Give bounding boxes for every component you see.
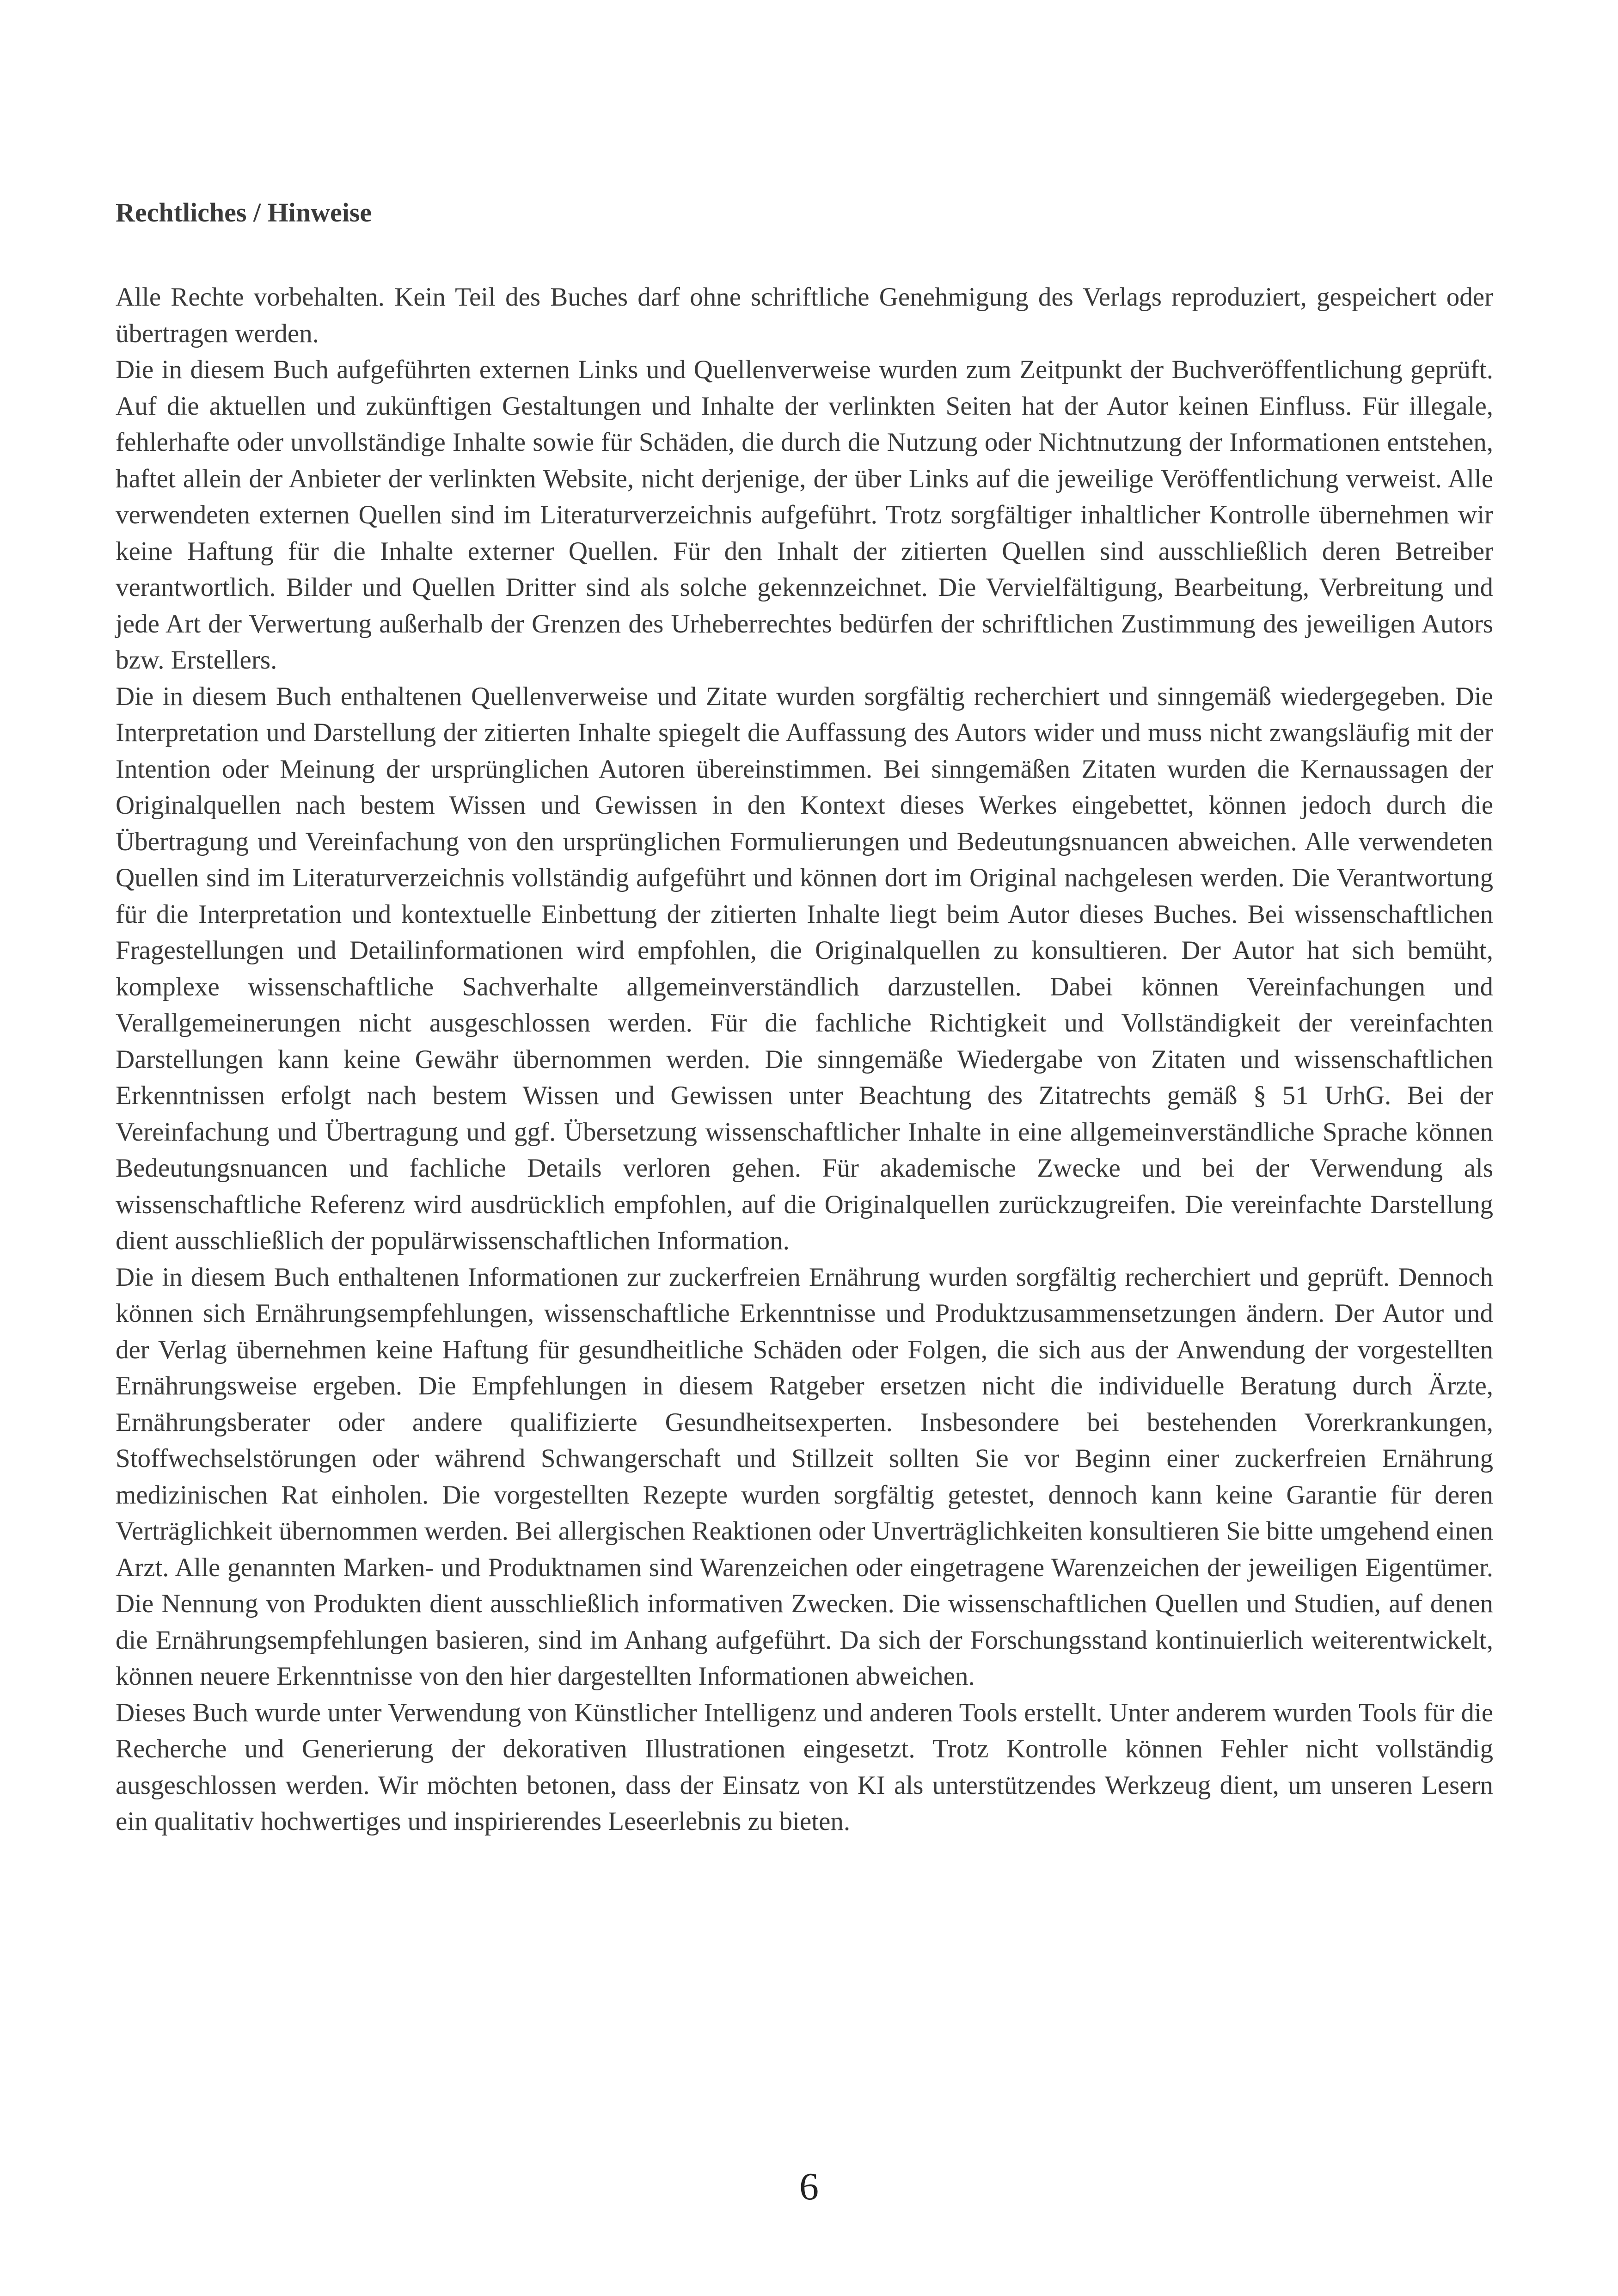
- paragraph-ai-notice: Dieses Buch wurde unter Verwendung von Künstlicher Intelligenz und anderen Tools erstellt. Unter anderem wurden Tools für die Recherche und Generierung der dekorativen Illustrationen eingesetzt. Trotz Kontrolle können Fehler nicht vollständig ausgeschlossen werden. Wir möchten betonen, dass der Einsatz von KI als unterstützendes Werkzeug dient, um unseren Lesern ein qualitativ hochwertiges und inspirierendes Leseerlebnis zu bieten.: [116, 1698, 1493, 1836]
- page-content: [116, 194, 1493, 1840]
- paragraph-citations: Die in diesem Buch enthaltenen Quellenverweise und Zitate wurden sorgfältig recherchiert und sinngemäß wiedergegeben. Die Interpretation und Darstellung der zitierten Inhalte spiegelt die Auffassung des Autors wider und muss nicht zwangsläufig mit der Intention oder Meinung der ursprünglichen Autoren übereinstimmen. Bei sinngemäßen Zitaten wurden die Kernaussagen der Originalquellen nach bestem Wissen und Gewissen in den Kontext dieses Werkes eingebettet, können jedoch durch die Übertragung und Vereinfachung von den ursprünglichen Formulierungen und Bedeutungsnuancen abweichen. Alle verwendeten Quellen sind im Literaturverzeichnis vollständig aufgeführt und können dort im Original nachgelesen werden. Die Verantwortung für die Interpretation und kontextuelle Einbettung der zitierten Inhalte liegt beim Autor dieses Buches. Bei wissenschaftlichen Fragestellungen und Detailinformationen wird empfohlen, die Originalquellen zu konsultieren. Der Autor hat sich bemüht, komplexe wissenschaftliche Sachverhalte allgemeinverständlich darzustellen. Dabei können Vereinfachungen und Verallgemeinerungen nicht ausgeschlossen werden. Für die fachliche Richtigkeit und Vollständigkeit der vereinfachten Darstellungen kann keine Gewähr übernommen werden. Die sinngemäße Wiedergabe von Zitaten und wissenschaftlichen Erkenntnissen erfolgt nach bestem Wissen und Gewissen unter Beachtung des Zitatrechts gemäß § 51 UrhG. Bei der Vereinfachung und Übertragung und ggf. Übersetzung wissenschaftlicher Inhalte in eine allgemeinverständliche Sprache können Bedeutungsnuancen und fachliche Details verloren gehen. Für akademische Zwecke und bei der Verwendung als wissenschaftliche Referenz wird ausdrücklich empfohlen, auf die Originalquellen zurückzugreifen. Die vereinfachte Darstellung dient ausschließlich der populärwissenschaftlichen Information.: [116, 681, 1493, 1255]
- paragraph-copyright: Alle Rechte vorbehalten. Kein Teil des Buches darf ohne schriftliche Genehmigung des Verlags reproduziert, gespeichert oder übertragen werden.: [116, 282, 1493, 348]
- section-heading: Rechtliches / Hinweise: [116, 197, 372, 227]
- paragraph-health-disclaimer: Die in diesem Buch enthaltenen Informationen zur zuckerfreien Ernährung wurden sorgfältig recherchiert und geprüft. Dennoch können sich Ernährungsempfehlungen, wissenschaftliche Erkenntnisse und Produktzusammensetzungen ändern. Der Autor und der Verlag übernehmen keine Haftung für gesundheitliche Schäden oder Folgen, die sich aus der Anwendung der vorgestellten Ernährungsweise ergeben. Die Empfehlungen in diesem Ratgeber ersetzen nicht die individuelle Beratung durch Ärzte, Ernährungsberater oder andere qualifizierte Gesundheitsexperten. Insbesondere bei bestehenden Vorerkrankungen, Stoffwechselstörungen oder während Schwangerschaft und Stillzeit sollten Sie vor Beginn einer zuckerfreien Ernährung medizinischen Rat einholen. Die vorgestellten Rezepte wurden sorgfältig getestet, dennoch kann keine Garantie für deren Verträglichkeit übernommen werden. Bei allergischen Reaktionen oder Unverträglichkeiten konsultieren Sie bitte umgehend einen Arzt. Alle genannten Marken- und Produktnamen sind Warenzeichen oder eingetragene Warenzeichen der jeweiligen Eigentümer. Die Nennung von Produkten dient ausschließlich informativen Zwecken. Die wissenschaftlichen Quellen und Studien, auf denen die Ernährungsempfehlungen basieren, sind im Anhang aufgeführt. Da sich der Forschungsstand kontinuierlich weiterentwickelt, können neuere Erkenntnisse von den hier dargestellten Informationen abweichen.: [116, 1262, 1493, 1691]
- page-number: 6: [799, 2165, 819, 2208]
- paragraph-external-links: Die in diesem Buch aufgeführten externen Links und Quellenverweise wurden zum Zeitpunkt der Buchveröffentlichung geprüft. Auf die aktuellen und zukünftigen Gestaltungen und Inhalte der verlinkten Seiten hat der Autor keinen Einfluss. Für illegale, fehlerhafte oder unvollständige Inhalte sowie für Schäden, die durch die Nutzung oder Nichtnutzung der Informationen entstehen, haftet allein der Anbieter der verlinkten Website, nicht derjenige, der über Links auf die jeweilige Veröffentlichung verweist. Alle verwendeten externen Quellen sind im Literaturverzeichnis aufgeführt. Trotz sorgfältiger inhaltlicher Kontrolle übernehmen wir keine Haftung für die Inhalte externer Quellen. Für den Inhalt der zitierten Quellen sind ausschließlich deren Betreiber verantwortlich. Bilder und Quellen Dritter sind als solche gekennzeichnet. Die Vervielfältigung, Bearbeitung, Verbreitung und jede Art der Verwertung außerhalb der Grenzen des Urheberrechtes bedürfen der schriftlichen Zustimmung des jeweiligen Autors bzw. Erstellers.: [116, 355, 1493, 675]
